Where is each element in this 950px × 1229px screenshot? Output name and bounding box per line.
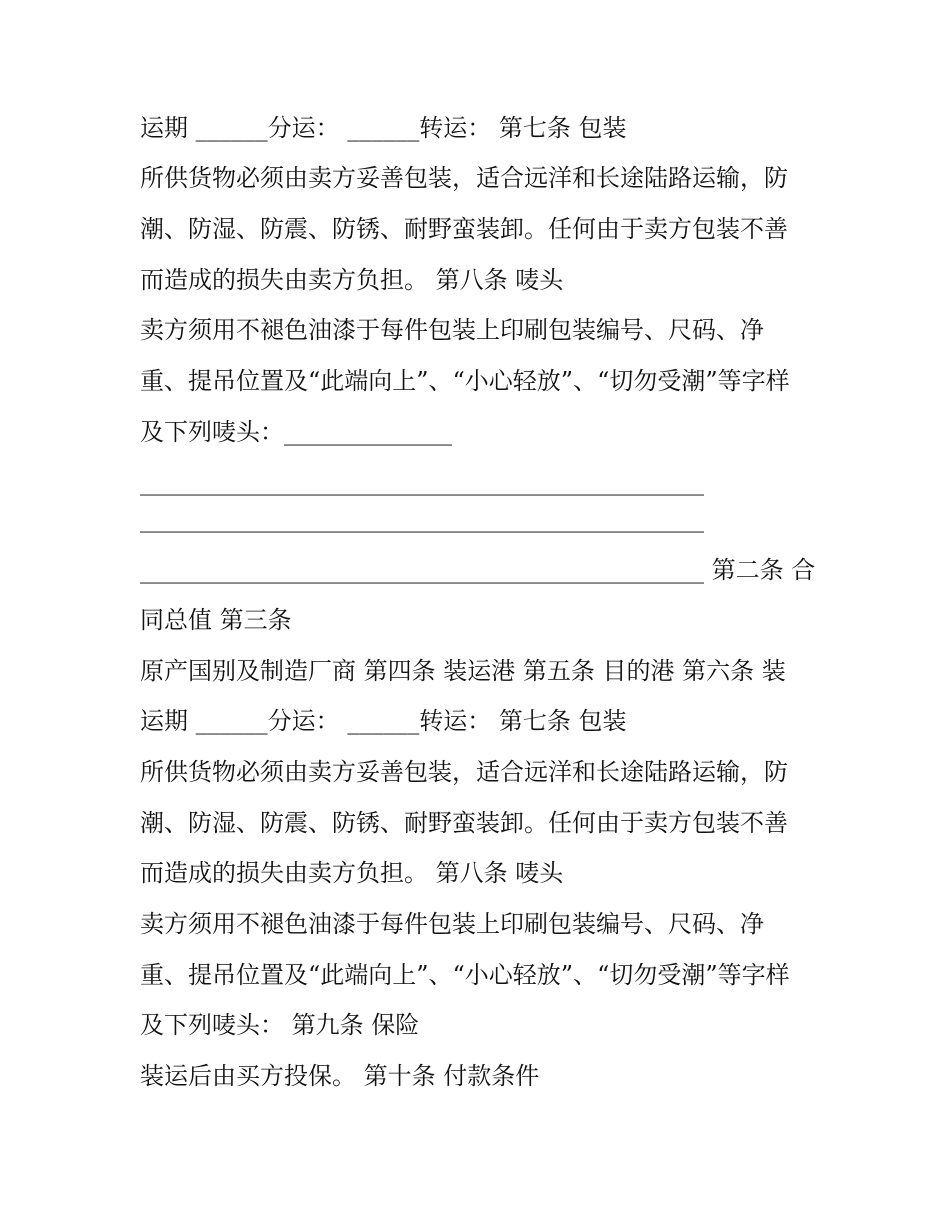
text-line-4: 而造成的损失由卖方负担。 第八条 唛头 [140,266,564,294]
text-line-17: 卖方须用不褪色油漆于每件包装上印刷包装编号、尺码、净 [140,910,764,938]
text-line-1: 运期 ______分运： ______转运： 第七条 包装 [140,114,627,142]
text-line-11: 同总值 第三条 [140,606,292,634]
text-line-20: 装运后由买方投保。 第十条 付款条件 [140,1062,540,1090]
text-line-16: 而造成的损失由卖方负担。 第八条 唛头 [140,859,564,887]
text-line-15: 潮、防湿、防震、防锈、耐野蛮装卸。任何由于卖方包装不善 [140,809,788,837]
text-line-7: 及下列唛头：______________ [140,418,452,446]
text-line-5: 卖方须用不褪色油漆于每件包装上印刷包装编号、尺码、净 [140,316,764,344]
text-line-19: 及下列唛头： 第九条 保险 [140,1011,420,1039]
text-line-14: 所供货物必须由卖方妥善包装，适合远洋和长途陆路运输，防 [140,758,788,786]
text-line-9: _______________________________________________ [140,505,704,533]
text-line-3: 潮、防湿、防震、防锈、耐野蛮装卸。任何由于卖方包装不善 [140,215,788,243]
text-line-6: 重、提吊位置及“此端向上”、“小心轻放”、“切勿受潮”等字样 [140,367,790,395]
text-line-12: 原产国别及制造厂商 第四条 装运港 第五条 目的港 第六条 装 [140,657,786,685]
text-line-18: 重、提吊位置及“此端向上”、“小心轻放”、“切勿受潮”等字样 [140,961,790,989]
text-line-8: _______________________________________________ [140,468,704,496]
text-line-2: 所供货物必须由卖方妥善包装，适合远洋和长途陆路运输，防 [140,164,788,192]
text-line-13: 运期 ______分运： ______转运： 第七条 包装 [140,707,627,735]
text-line-10: _______________________________________________ 第二条 合 [140,556,816,584]
